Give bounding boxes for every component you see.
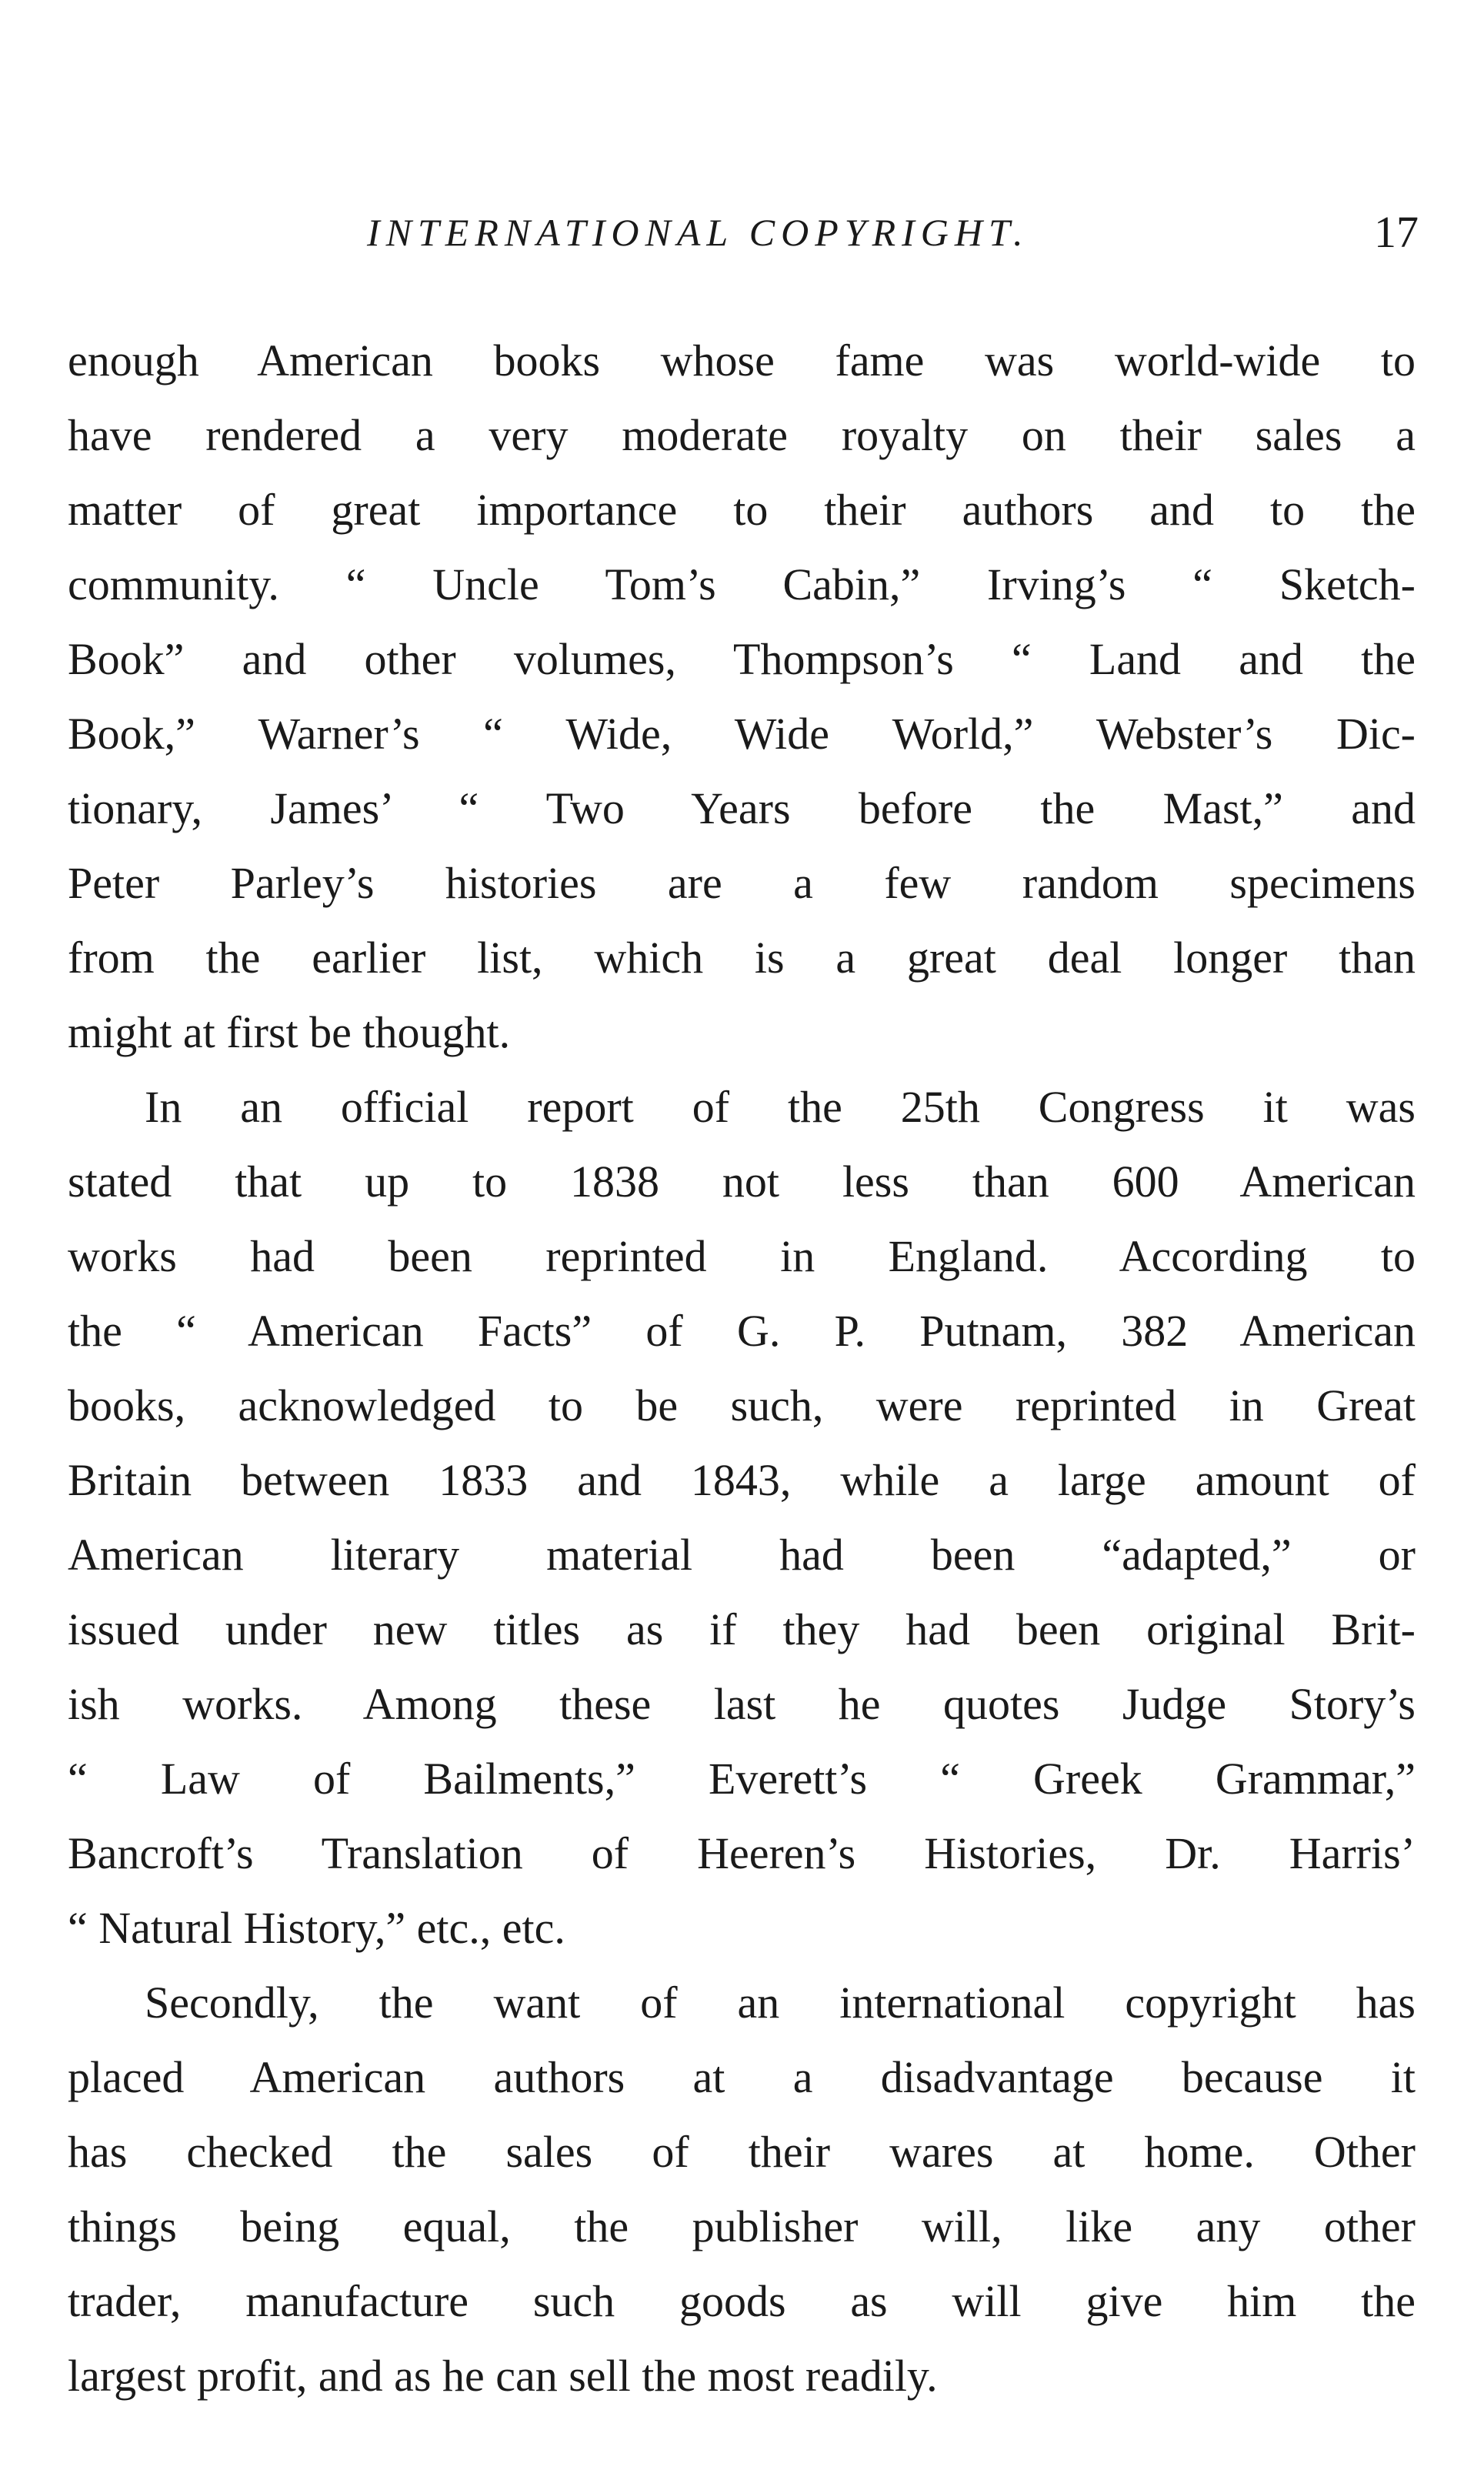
page-header — [71, 202, 1419, 263]
text-line: might at first be thought. — [68, 1007, 511, 1057]
text-line: ish works. Among these last he quotes Judge Story’s — [68, 1679, 1416, 1729]
text-line: from the earlier list, which is a great deal longer than — [68, 933, 1416, 983]
text-line: Book,” Warner’s “ Wide, Wide World,” Webster’s Dic- — [68, 709, 1416, 759]
running-title: INTERNATIONAL COPYRIGHT. — [367, 211, 1029, 254]
text-line: enough American books whose fame was world-wide to — [68, 335, 1416, 386]
text-line: things being equal, the publisher will, like any other — [68, 2201, 1416, 2251]
text-line: books, acknowledged to be such, were reprinted in Great — [68, 1380, 1416, 1430]
text-line: community. “ Uncle Tom’s Cabin,” Irving’s “ Sketch- — [68, 559, 1416, 609]
text-line: placed American authors at a disadvantage because it — [68, 2052, 1416, 2102]
text-line: Book” and other volumes, Thompson’s “ Land and the — [68, 634, 1416, 684]
text-line: tionary, James’ “ Two Years before the Mast,” and — [68, 783, 1416, 833]
text-line: “ Law of Bailments,” Everett’s “ Greek Grammar,” — [68, 1754, 1416, 1804]
text-line: matter of great importance to their authors and to the — [68, 485, 1416, 535]
text-line: Secondly, the want of an international copyright has — [145, 1978, 1416, 2028]
text-line: the “ American Facts” of G. P. Putnam, 382 American — [68, 1306, 1416, 1356]
paragraph-2 — [68, 1070, 1416, 1965]
text-line: Peter Parley’s histories are a few random specimens — [68, 858, 1416, 908]
page-number: 17 — [1374, 207, 1419, 257]
text-line: trader, manufacture such goods as will give him the — [68, 2276, 1416, 2326]
paragraph-1 — [68, 323, 1416, 1070]
text-line: issued under new titles as if they had been original Brit- — [68, 1604, 1416, 1654]
text-line: has checked the sales of their wares at home. Other — [68, 2127, 1416, 2177]
text-line: In an official report of the 25th Congress it was — [145, 1082, 1416, 1132]
text-line: American literary material had been “adapted,” or — [68, 1530, 1416, 1580]
text-line: Bancroft’s Translation of Heeren’s Histories, Dr. Harris’ — [68, 1828, 1416, 1878]
text-line: Britain between 1833 and 1843, while a large amount of — [68, 1455, 1416, 1505]
text-line: “ Natural History,” etc., etc. — [68, 1903, 565, 1953]
text-line: stated that up to 1838 not less than 600 American — [68, 1157, 1416, 1207]
text-line: largest profit, and as he can sell the most readily. — [68, 2351, 938, 2401]
text-line: works had been reprinted in England. According to — [68, 1231, 1416, 1281]
text-line: have rendered a very moderate royalty on their sales a — [68, 410, 1416, 460]
paragraph-3 — [68, 1965, 1416, 2413]
body-text — [68, 323, 1416, 2413]
